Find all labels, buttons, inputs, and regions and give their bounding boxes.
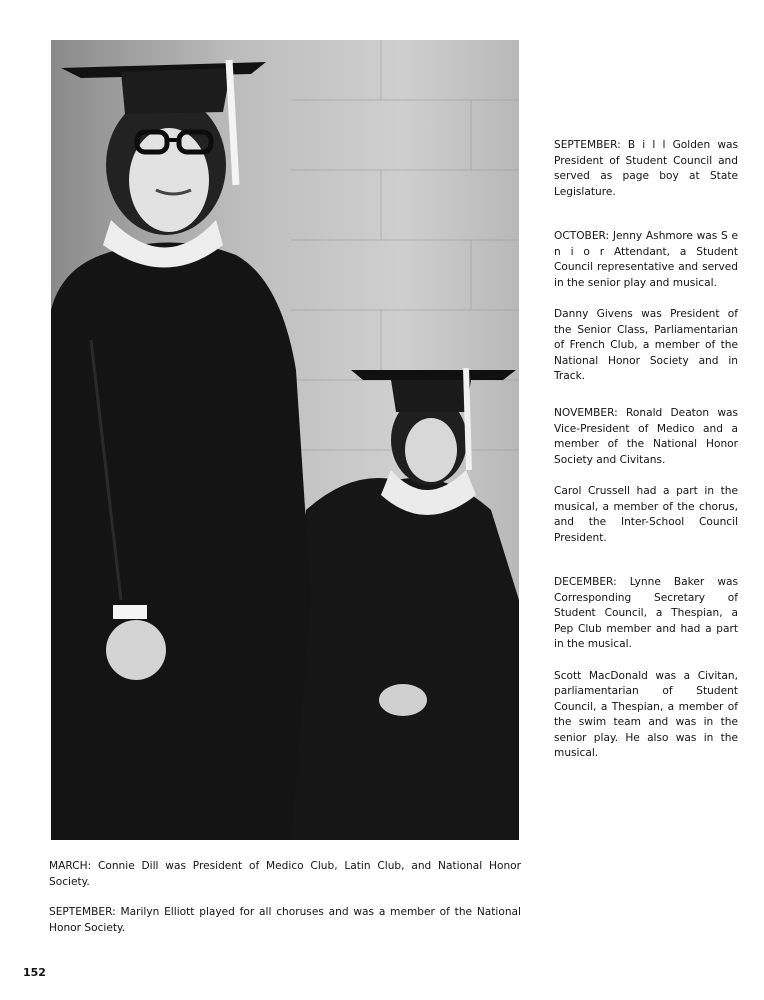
entry-september-golden: SEPTEMBER: B i l l Golden was President of Student Council and served as page boy at State Legislature. xyxy=(554,139,738,198)
right-column-block-1 xyxy=(554,138,738,216)
right-column-block-3 xyxy=(554,406,738,562)
right-column-block-2 xyxy=(554,229,738,401)
page-number: 152 xyxy=(23,966,46,979)
entry-crussell: Carol Crussell had a part in the musical, a member of the chorus, and the Inter-School Council President. xyxy=(554,485,738,544)
graduation-photo-icon xyxy=(51,40,519,840)
caption-march xyxy=(49,859,521,890)
caption-september-text: SEPTEMBER: Marilyn Elliott played for all choruses and was a member of the National Honor Society. xyxy=(49,906,521,934)
graduation-photo xyxy=(51,40,519,840)
right-column-block-4 xyxy=(554,575,738,778)
caption-march-text: MARCH: Connie Dill was President of Medico Club, Latin Club, and National Honor Society. xyxy=(49,860,521,888)
entry-november-deaton: NOVEMBER: Ronald Deaton was Vice-President of Medico and a member of the National Honor Society and Civitans. xyxy=(554,407,738,466)
entry-december-baker: DECEMBER: Lynne Baker was Corresponding Secretary of Student Council, a Thespian, a Pep Club member and had a part in the musical. xyxy=(554,576,738,650)
entry-october-ashmore: OCTOBER: Jenny Ashmore was S e n i o r Attendant, a Student Council representative and served in the senior play and musical. xyxy=(554,230,738,289)
entry-givens: Danny Givens was President of the Senior Class, Parliamentarian of French Club, a member of the National Honor Society and in Track. xyxy=(554,308,738,382)
caption-september xyxy=(49,905,521,936)
entry-macdonald: Scott MacDonald was a Civitan, parliamentarian of Student Council, a Thespian, a member of the swim team and was in the senior play. He also was in the musical. xyxy=(554,669,738,759)
